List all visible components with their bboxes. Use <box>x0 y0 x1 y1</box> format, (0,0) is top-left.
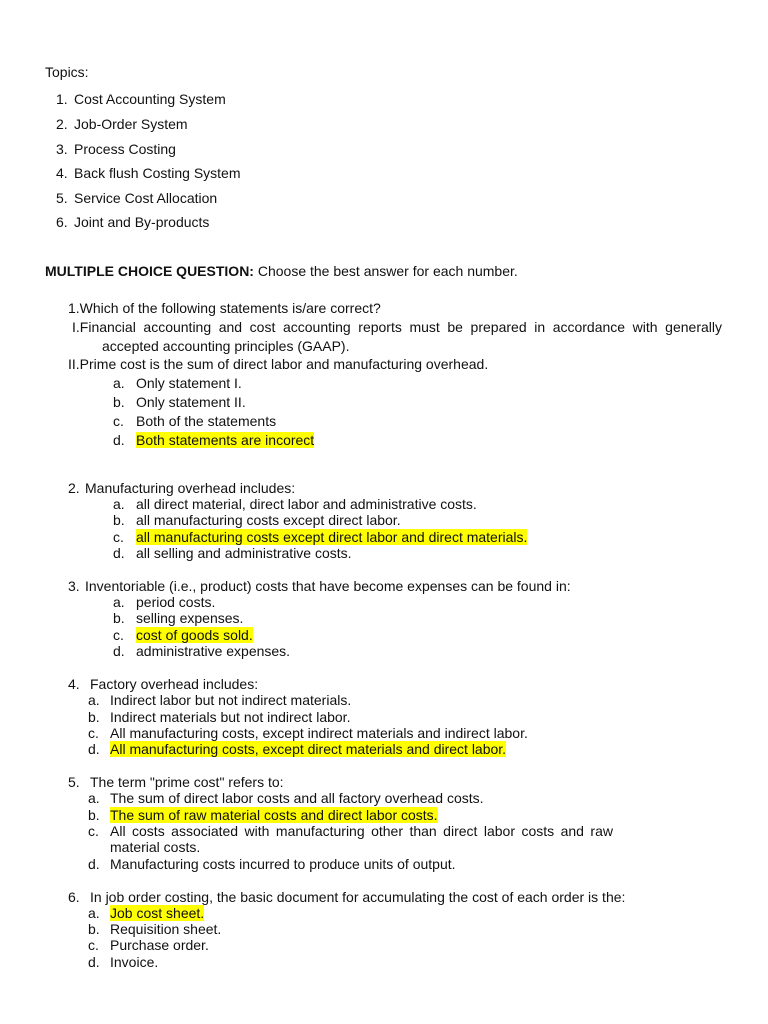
choice-text: Indirect labor but not indirect materials. <box>110 692 352 708</box>
topic-item: Process Costing <box>74 141 176 157</box>
question-stem: Manufacturing overhead includes: <box>85 480 296 496</box>
choice-letter: b. <box>88 709 100 725</box>
choice-letter: b. <box>113 512 125 528</box>
question-stem: In job order costing, the basic document for accumulating the cost of each order is the: <box>90 889 626 905</box>
choice-text: Both of the statements <box>136 413 277 429</box>
choice-text: Only statement II. <box>136 394 246 410</box>
instructions-label: MULTIPLE CHOICE QUESTION: <box>45 263 254 279</box>
choice-letter: c. <box>113 627 124 643</box>
topic-item: Service Cost Allocation <box>74 190 218 206</box>
choice-letter: a. <box>113 496 125 512</box>
choice-letter: c. <box>113 529 124 545</box>
statement-one-line2: accepted accounting principles (GAAP). <box>102 338 350 354</box>
question-stem: 1.Which of the following statements is/are correct? <box>68 300 381 316</box>
topic-item: Back flush Costing System <box>74 165 241 181</box>
question-number: 4. <box>68 676 80 692</box>
question-number: 6. <box>68 889 80 905</box>
question-number: 5. <box>68 774 80 790</box>
question-number: 3. <box>68 578 80 594</box>
choice-text: Requisition sheet. <box>110 921 222 937</box>
instructions <box>45 263 518 280</box>
highlighted-answer: Both statements are incorect <box>136 432 315 448</box>
topic-item: Job-Order System <box>74 116 188 132</box>
choice-letter: b. <box>113 394 125 410</box>
choice-letter: a. <box>88 692 100 708</box>
statement-one-line1: I.Financial accounting and cost accounting reports must be prepared in accordance with generally <box>72 319 722 335</box>
choice-letter: c. <box>88 937 99 953</box>
choice-text: selling expenses. <box>136 610 244 626</box>
choice-letter: b. <box>113 610 125 626</box>
choice-letter: d. <box>88 741 100 757</box>
question-number: 2. <box>68 480 80 496</box>
choice-text: All costs associated with manufacturing other than direct labor costs and raw <box>110 823 613 839</box>
choice-letter: c. <box>88 725 99 741</box>
highlighted-answer: cost of goods sold. <box>136 627 253 643</box>
choice-text: all direct material, direct labor and administrative costs. <box>136 496 477 512</box>
topics-heading: Topics: <box>45 64 89 80</box>
choice-text: all manufacturing costs except direct labor. <box>136 512 401 528</box>
topic-number: 4. <box>56 165 68 181</box>
choice-text: Indirect materials but not indirect labor. <box>110 709 351 725</box>
highlighted-answer: Job cost sheet. <box>110 905 205 921</box>
choice-text: Invoice. <box>110 954 159 970</box>
question-stem: Inventoriable (i.e., product) costs that have become expenses can be found in: <box>85 578 571 594</box>
choice-letter: d. <box>113 545 125 561</box>
choice-text: All manufacturing costs, except indirect materials and indirect labor. <box>110 725 528 741</box>
instructions-text: Choose the best answer for each number. <box>253 263 518 279</box>
topic-item: Joint and By-products <box>74 214 210 230</box>
choice-letter: a. <box>113 375 125 391</box>
choice-text: period costs. <box>136 594 216 610</box>
choice-text-continued: material costs. <box>110 839 201 855</box>
choice-text: all selling and administrative costs. <box>136 545 352 561</box>
highlighted-answer: All manufacturing costs, except direct materials and direct labor. <box>110 741 507 757</box>
topic-number: 3. <box>56 141 68 157</box>
choice-letter: c. <box>88 823 99 839</box>
topic-number: 5. <box>56 190 68 206</box>
choice-letter: c. <box>113 413 124 429</box>
choice-letter: a. <box>88 905 100 921</box>
choice-letter: a. <box>113 594 125 610</box>
choice-letter: a. <box>88 790 100 806</box>
choice-text: Only statement I. <box>136 375 242 391</box>
choice-letter: b. <box>88 921 100 937</box>
question-stem: The term "prime cost" refers to: <box>90 774 284 790</box>
choice-letter: d. <box>113 643 125 659</box>
topic-number: 6. <box>56 214 68 230</box>
topic-number: 2. <box>56 116 68 132</box>
highlighted-answer: all manufacturing costs except direct labor and direct materials. <box>136 529 528 545</box>
choice-letter: b. <box>88 807 100 823</box>
topic-number: 1. <box>56 91 68 107</box>
statement-two: II.Prime cost is the sum of direct labor and manufacturing overhead. <box>68 356 489 372</box>
choice-letter: d. <box>113 432 125 448</box>
topic-item: Cost Accounting System <box>74 91 226 107</box>
choice-letter: d. <box>88 856 100 872</box>
choice-text: administrative expenses. <box>136 643 291 659</box>
highlighted-answer: The sum of raw material costs and direct labor costs. <box>110 807 438 823</box>
question-stem: Factory overhead includes: <box>90 676 259 692</box>
choice-text: Manufacturing costs incurred to produce units of output. <box>110 856 456 872</box>
choice-text: The sum of direct labor costs and all factory overhead costs. <box>110 790 484 806</box>
choice-text: Purchase order. <box>110 937 209 953</box>
choice-letter: d. <box>88 954 100 970</box>
